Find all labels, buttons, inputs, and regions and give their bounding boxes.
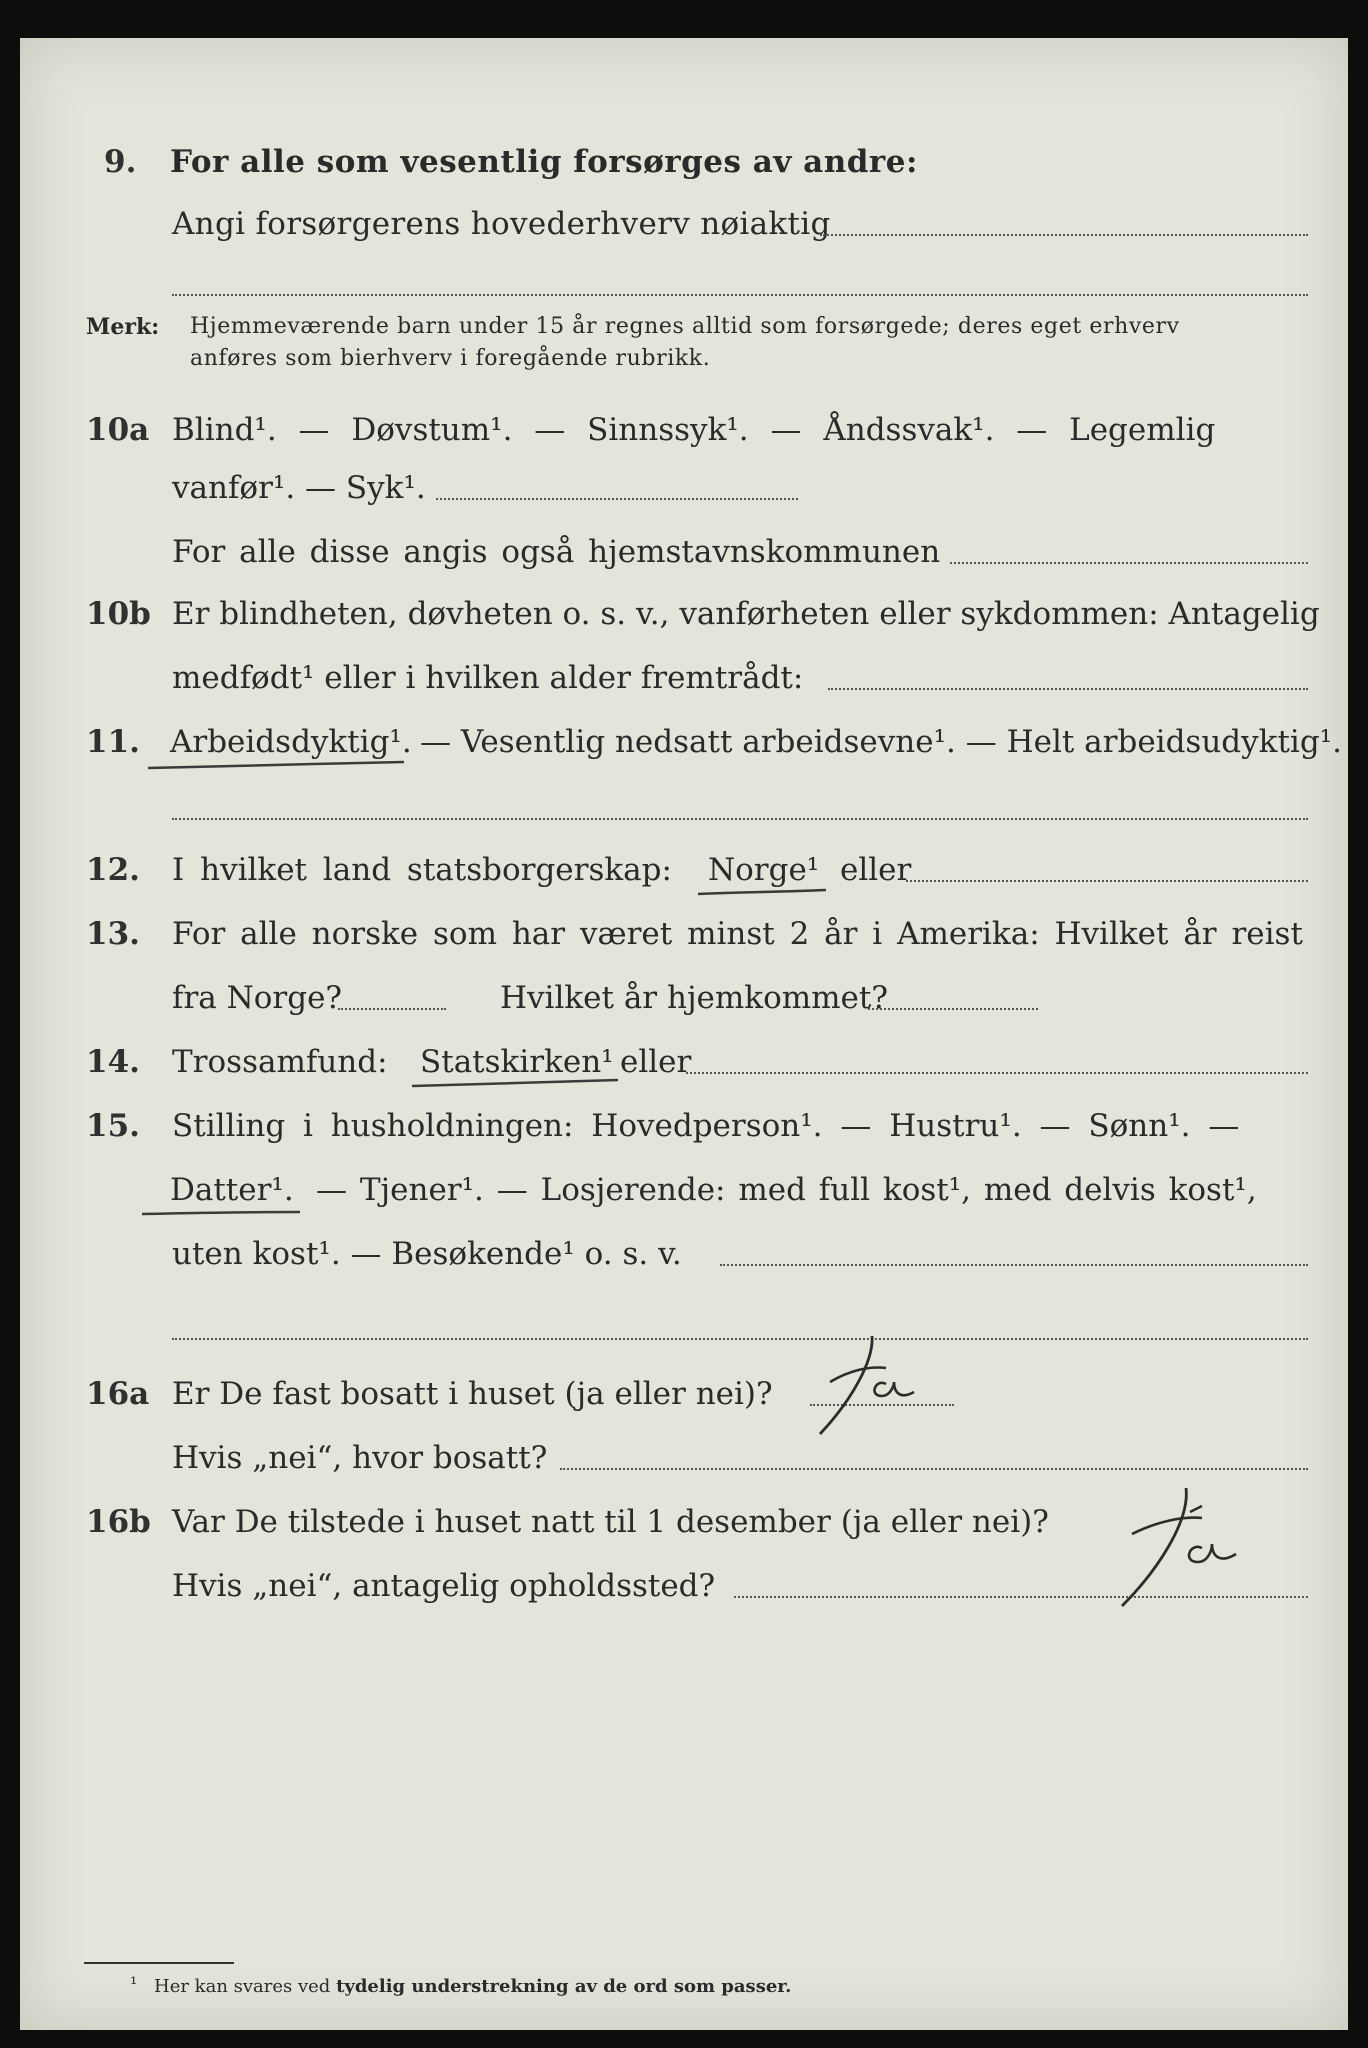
q9-heading: For alle som vesentlig forsørges av andre: — [170, 144, 918, 180]
note-line-1: Hjemmeværende barn under 15 år regnes alltid som forsørgede; deres eget erhverv — [190, 314, 1180, 339]
q11-option-arbeidsdyktig[interactable]: Arbeidsdyktig¹. — [170, 724, 412, 760]
q15-line-3: uten kost¹. — Besøkende¹ o. s. v. — [172, 1236, 682, 1272]
q10a-number: 10a — [86, 412, 150, 448]
q12-prompt: I hvilket land statsborgerskap: — [172, 852, 672, 888]
q14-answer-line[interactable] — [686, 1072, 1308, 1074]
q14-prompt: Trossamfund: — [172, 1044, 388, 1080]
q16b-number: 16b — [86, 1504, 151, 1540]
q10a-line-1: Blind¹. — Døvstum¹. — Sinnssyk¹. — Åndssvak¹. — Legemlig — [172, 412, 1216, 448]
q15-number: 15. — [86, 1108, 140, 1144]
q13-number: 13. — [86, 916, 140, 952]
q16b-line-1: Var De tilstede i huset natt til 1 desember (ja eller nei)? — [172, 1504, 1049, 1540]
q12-number: 12. — [86, 852, 140, 888]
q10a-hometown-line[interactable] — [950, 562, 1308, 564]
q10b-number: 10b — [86, 596, 151, 632]
q10a-line-3: For alle disse angis også hjemstavnskommunen — [172, 534, 941, 570]
note-label: Merk: — [86, 314, 160, 340]
q16a-handwritten-ja — [790, 1330, 920, 1440]
q10a-line-2: vanfør¹. — Syk¹. — [172, 470, 426, 506]
q12-option-norge[interactable]: Norge¹ — [708, 852, 820, 888]
q16b-handwritten-ja — [1086, 1482, 1246, 1612]
q15-answer-line[interactable] — [720, 1264, 1308, 1266]
q16a-number: 16a — [86, 1376, 150, 1412]
q13-year-left-line[interactable] — [338, 1008, 446, 1010]
q9-prompt: Angi forsørgerens hovederhverv nøiaktig — [172, 206, 831, 242]
q14-number: 14. — [86, 1044, 140, 1080]
q16b-line-2: Hvis „nei“, antagelig opholdssted? — [172, 1568, 716, 1604]
q10b-answer-line[interactable] — [828, 688, 1308, 690]
q9-answer-line[interactable] — [820, 234, 1308, 236]
q13-line-1: For alle norske som har været minst 2 år i Amerika: Hvilket år reist — [172, 916, 1303, 952]
q14-option-statskirken[interactable]: Statskirken¹ — [420, 1044, 614, 1080]
q16a-where-line[interactable] — [560, 1468, 1308, 1470]
q11-number: 11. — [86, 724, 140, 760]
q14-suffix: eller — [620, 1044, 692, 1080]
note-line-2: anføres som bierhverv i foregående rubrikk. — [190, 346, 711, 371]
q13-line-2a: fra Norge? — [172, 980, 343, 1016]
q15-option-datter[interactable]: Datter¹. — [170, 1172, 294, 1208]
q10b-line-1: Er blindheten, døvheten o. s. v., vanførheten eller sykdommen: Antagelig — [172, 596, 1320, 632]
q15-answer-line-2[interactable] — [172, 1338, 1308, 1340]
q10b-line-2: medfødt¹ eller i hvilken alder fremtrådt: — [172, 660, 804, 696]
footnote-text — [154, 1974, 791, 2000]
q13-line-2b: Hvilket år hjemkommet? — [500, 980, 888, 1016]
q15-line-1: Stilling i husholdningen: Hovedperson¹. — Hustru¹. — Sønn¹. — — [172, 1108, 1240, 1144]
q11-answer-line[interactable] — [172, 818, 1308, 820]
q13-year-returned-line[interactable] — [868, 1008, 1038, 1010]
q12-answer-line[interactable] — [906, 880, 1308, 882]
q16a-line-1: Er De fast bosatt i huset (ja eller nei)? — [172, 1376, 773, 1412]
q9-answer-line-2[interactable] — [172, 294, 1308, 296]
q9-number: 9. — [104, 144, 137, 180]
footnote-mark: ¹ — [130, 1974, 138, 1995]
census-form-page — [20, 38, 1348, 2030]
footnote-text-plain: Her kan svares ved — [154, 1976, 331, 1997]
q12-suffix: eller — [840, 852, 912, 888]
q16a-line-2: Hvis „nei“, hvor bosatt? — [172, 1440, 548, 1476]
footnote-rule — [84, 1962, 234, 1964]
footnote-text-bold: tydelig understrekning av de ord som passer. — [336, 1976, 792, 1997]
q11-line-rest: — Vesentlig nedsatt arbeidsevne¹. — Helt arbeidsudyktig¹. — [420, 724, 1342, 760]
q15-line-2-rest: — Tjener¹. — Losjerende: med full kost¹, med delvis kost¹, — [316, 1172, 1257, 1208]
q10a-answer-line[interactable] — [436, 498, 798, 500]
